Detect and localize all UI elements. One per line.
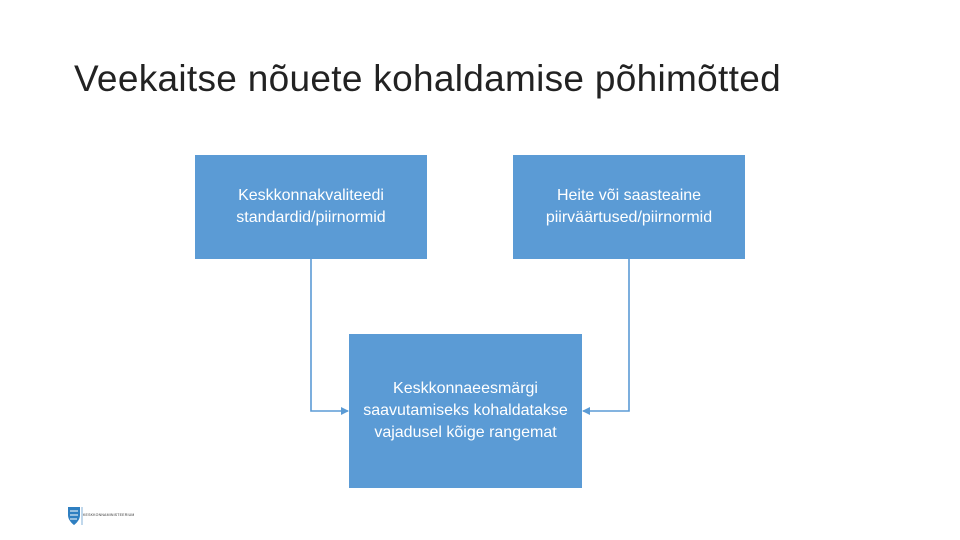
box-bottom-label: Keskkonnaeesmärgi saavutamiseks kohaldatakse vajadusel kõige rangemat	[363, 380, 568, 441]
coat-of-arms-logo	[66, 506, 156, 528]
box-right-label: Heite või saasteaine piirväärtused/piirnormid	[545, 187, 713, 226]
box-environmental-quality-standards	[195, 155, 427, 259]
box-emission-limit-values	[513, 155, 745, 259]
ministry-name: KESKKONNAMINISTEERIUM	[83, 513, 135, 517]
box-environmental-objective	[349, 334, 582, 488]
box-left-label: Keskkonnakvaliteedi standardid/piirnormid	[236, 187, 386, 226]
connector-left-to-bottom	[311, 259, 348, 411]
slide-title: Veekaitse nõuete kohaldamise põhimõtted	[74, 58, 781, 99]
shield-icon	[68, 507, 80, 525]
connector-right-to-bottom	[583, 259, 629, 411]
